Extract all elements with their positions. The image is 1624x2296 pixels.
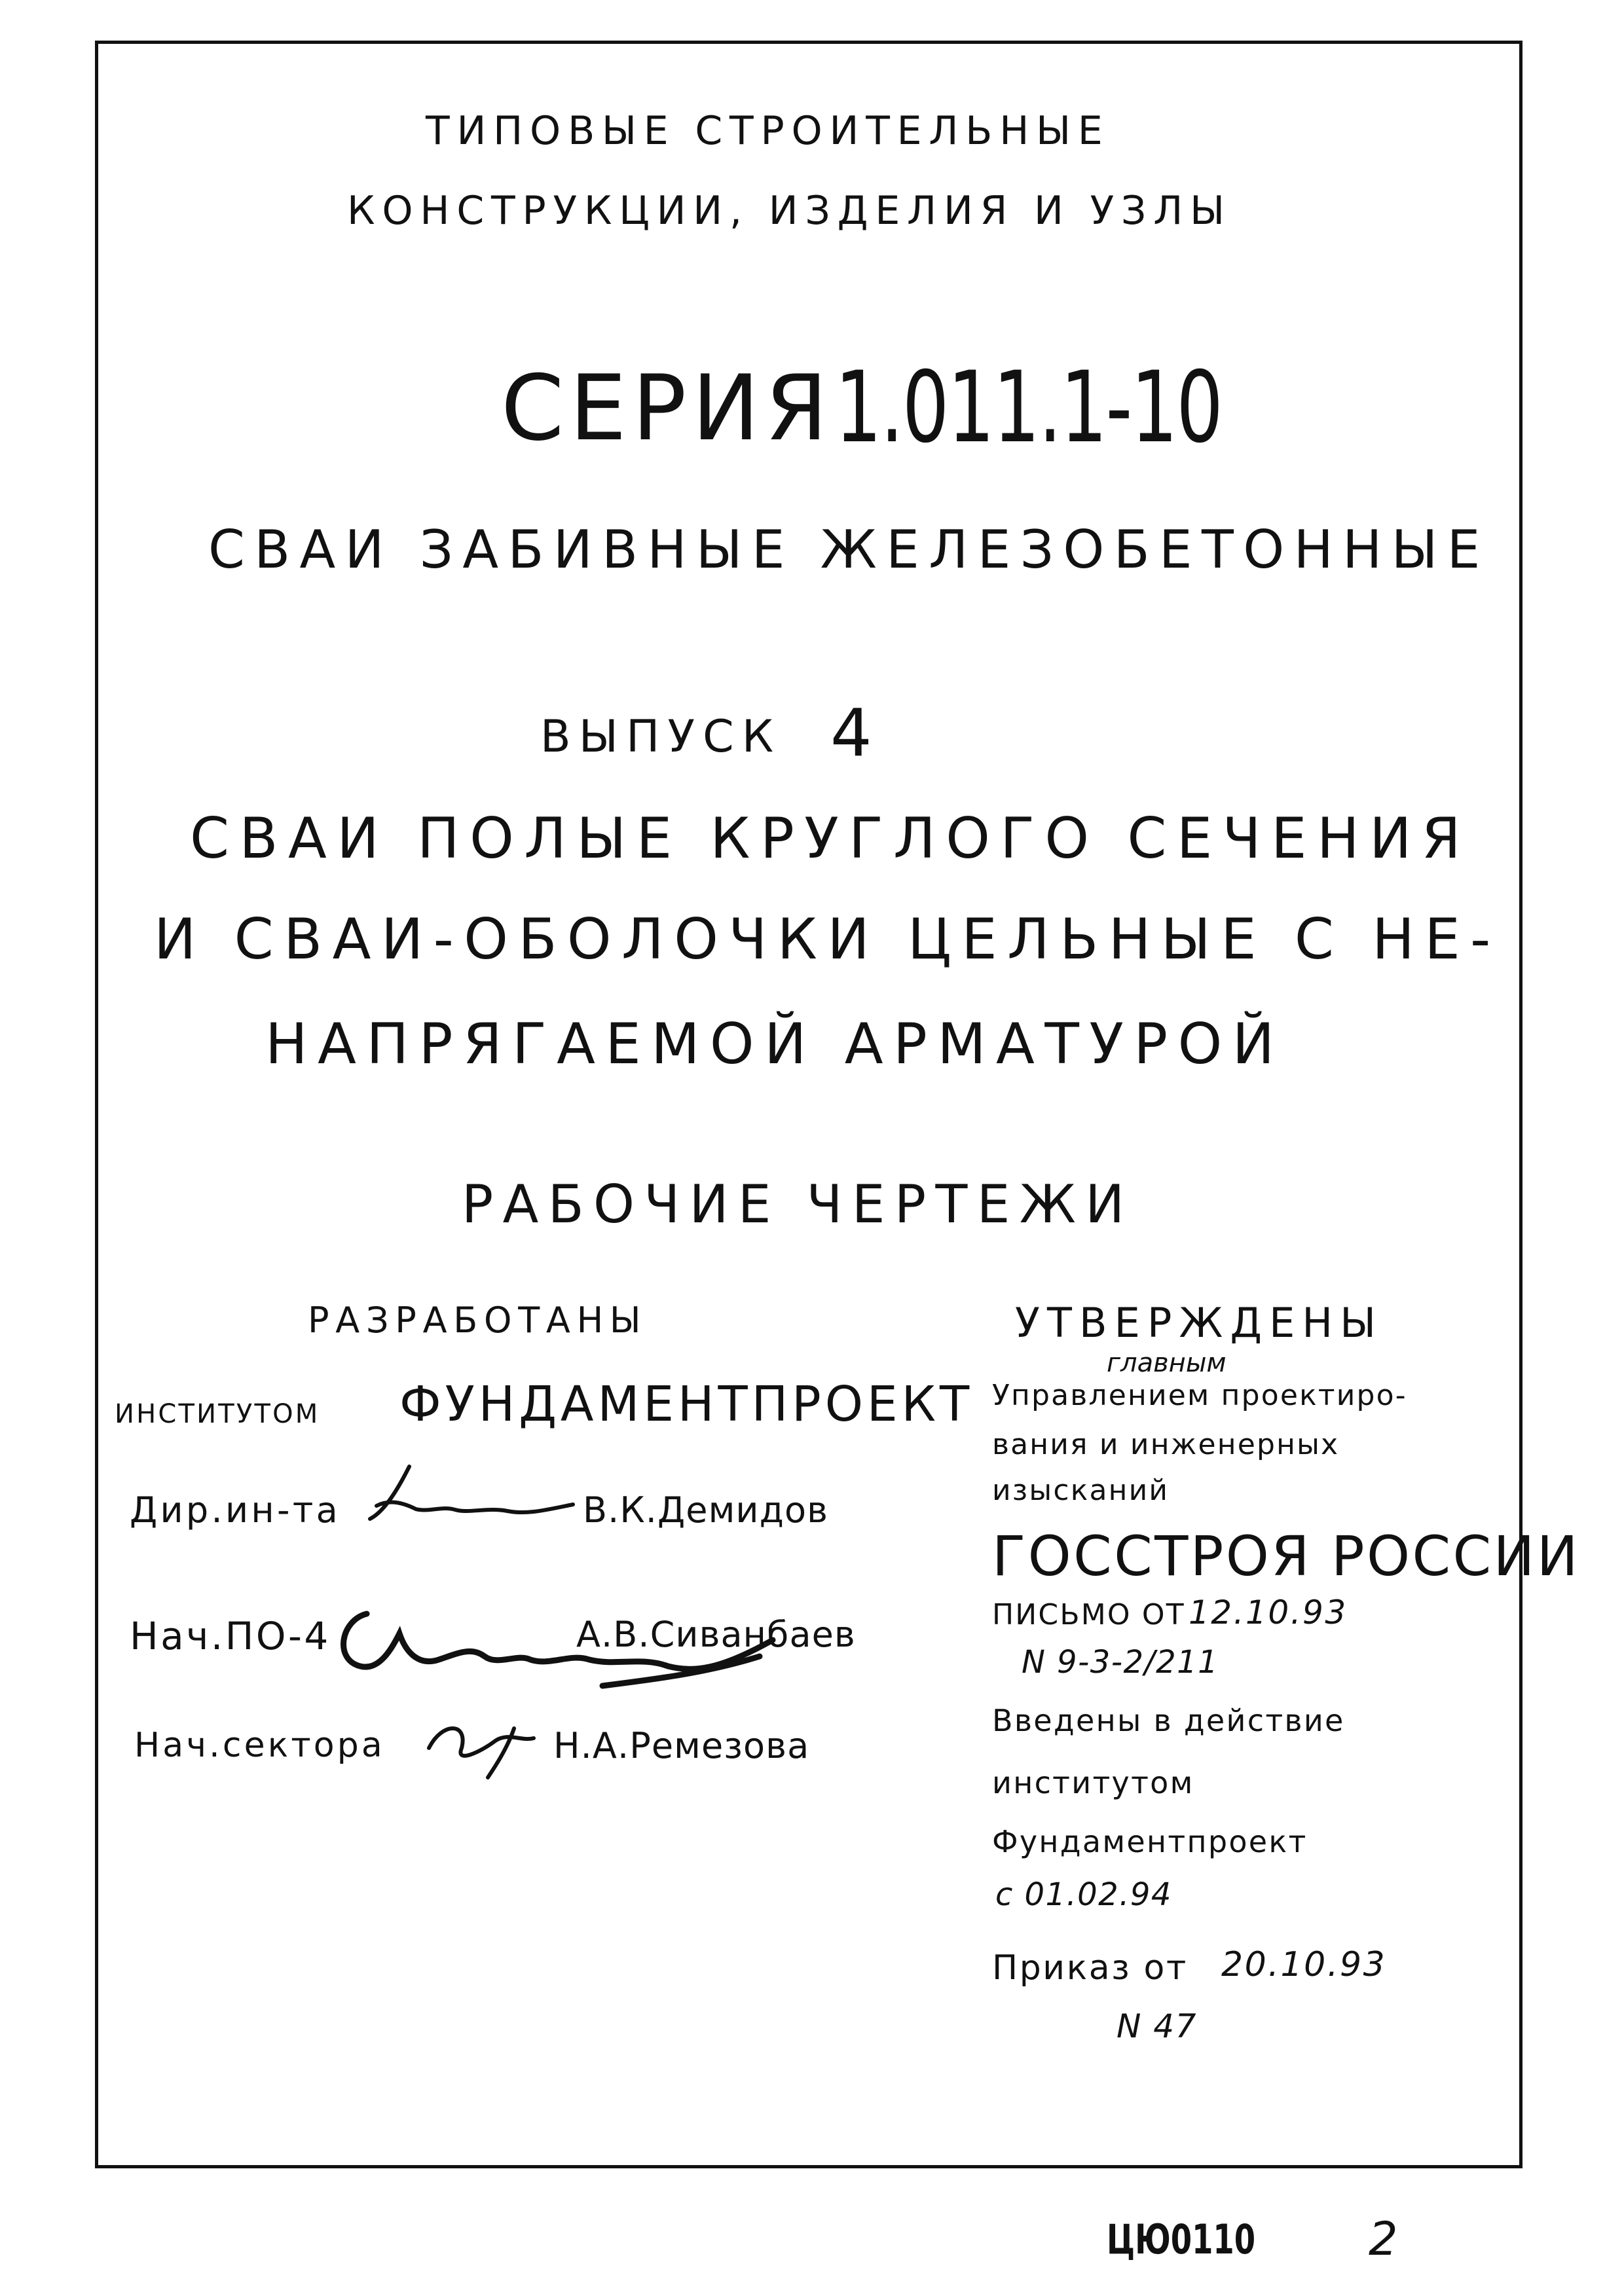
letter-label: ПИСЬМО ОТ — [992, 1598, 1185, 1631]
order-number: N 47 — [1116, 2007, 1197, 2045]
header-line-2: КОНСТРУКЦИИ, ИЗДЕЛИЯ И УЗЛЫ — [347, 188, 1232, 234]
inventory-code: ЦЮ0110 — [1107, 2215, 1256, 2263]
approving-organization: ГОССТРОЯ РОССИИ — [992, 1524, 1580, 1588]
letter-number: N 9-3-2/211 — [1022, 1644, 1219, 1681]
issue-title-line-1: СВАИ ПОЛЫЕ КРУГЛОГО СЕЧЕНИЯ — [190, 806, 1471, 871]
developed-by-label: ИНСТИТУТОМ — [115, 1399, 320, 1429]
developer-institute: ФУНДАМЕНТПРОЕКТ — [399, 1376, 974, 1432]
order-label: Приказ от — [992, 1948, 1188, 1988]
enacted-line-1: Введены в действие — [992, 1703, 1345, 1738]
header-line-1: ТИПОВЫЕ СТРОИТЕЛЬНЫЕ — [426, 108, 1110, 154]
document-type: РАБОЧИЕ ЧЕРТЕЖИ — [462, 1174, 1134, 1235]
approved-line-2: вания и инженерных — [992, 1428, 1340, 1461]
approved-line-1: Управлением проектиро- — [992, 1379, 1407, 1412]
series-number: 1.011.1-10 — [835, 351, 1222, 465]
issue-title-line-2: И СВАИ-ОБОЛОЧКИ ЦЕЛЬНЫЕ С НЕ- — [154, 907, 1501, 972]
approved-line-3: изысканий — [992, 1474, 1170, 1507]
issue-title-line-3: НАПРЯГАЕМОЙ АРМАТУРОЙ — [265, 1011, 1285, 1077]
approved-heading: УТВЕРЖДЕНЫ — [1015, 1299, 1384, 1347]
subtitle: СВАИ ЗАБИВНЫЕ ЖЕЛЕЗОБЕТОННЫЕ — [208, 519, 1490, 580]
order-date: 20.10.93 — [1221, 1945, 1387, 1984]
letter-date: 12.10.93 — [1189, 1594, 1348, 1631]
signature-director — [363, 1453, 586, 1525]
issue-number: 4 — [830, 695, 872, 771]
enacted-line-2: институтом — [992, 1765, 1194, 1800]
enacted-date: с 01.02.94 — [995, 1876, 1172, 1913]
signatory-role-head-sector: Нач.сектора — [134, 1726, 385, 1765]
signatory-name-director: В.К.Демидов — [583, 1489, 829, 1531]
signatory-name-head-po4: А.В.Сиванбаев — [576, 1614, 856, 1655]
signatory-role-head-po4: Нач.ПО-4 — [130, 1614, 331, 1658]
signatory-name-head-sector: Н.А.Ремезова — [553, 1725, 810, 1766]
signatory-role-director: Дир.ин-та — [130, 1489, 341, 1531]
series-label: СЕРИЯ — [501, 355, 834, 461]
issue-label: ВЫПУСК — [540, 711, 782, 763]
approved-insert: главным — [1107, 1348, 1227, 1378]
enacted-line-3: Фундаментпроект — [992, 1824, 1308, 1859]
signature-head-sector — [416, 1702, 560, 1781]
page-number: 2 — [1369, 2212, 1398, 2266]
developed-heading: РАЗРАБОТАНЫ — [308, 1300, 648, 1341]
